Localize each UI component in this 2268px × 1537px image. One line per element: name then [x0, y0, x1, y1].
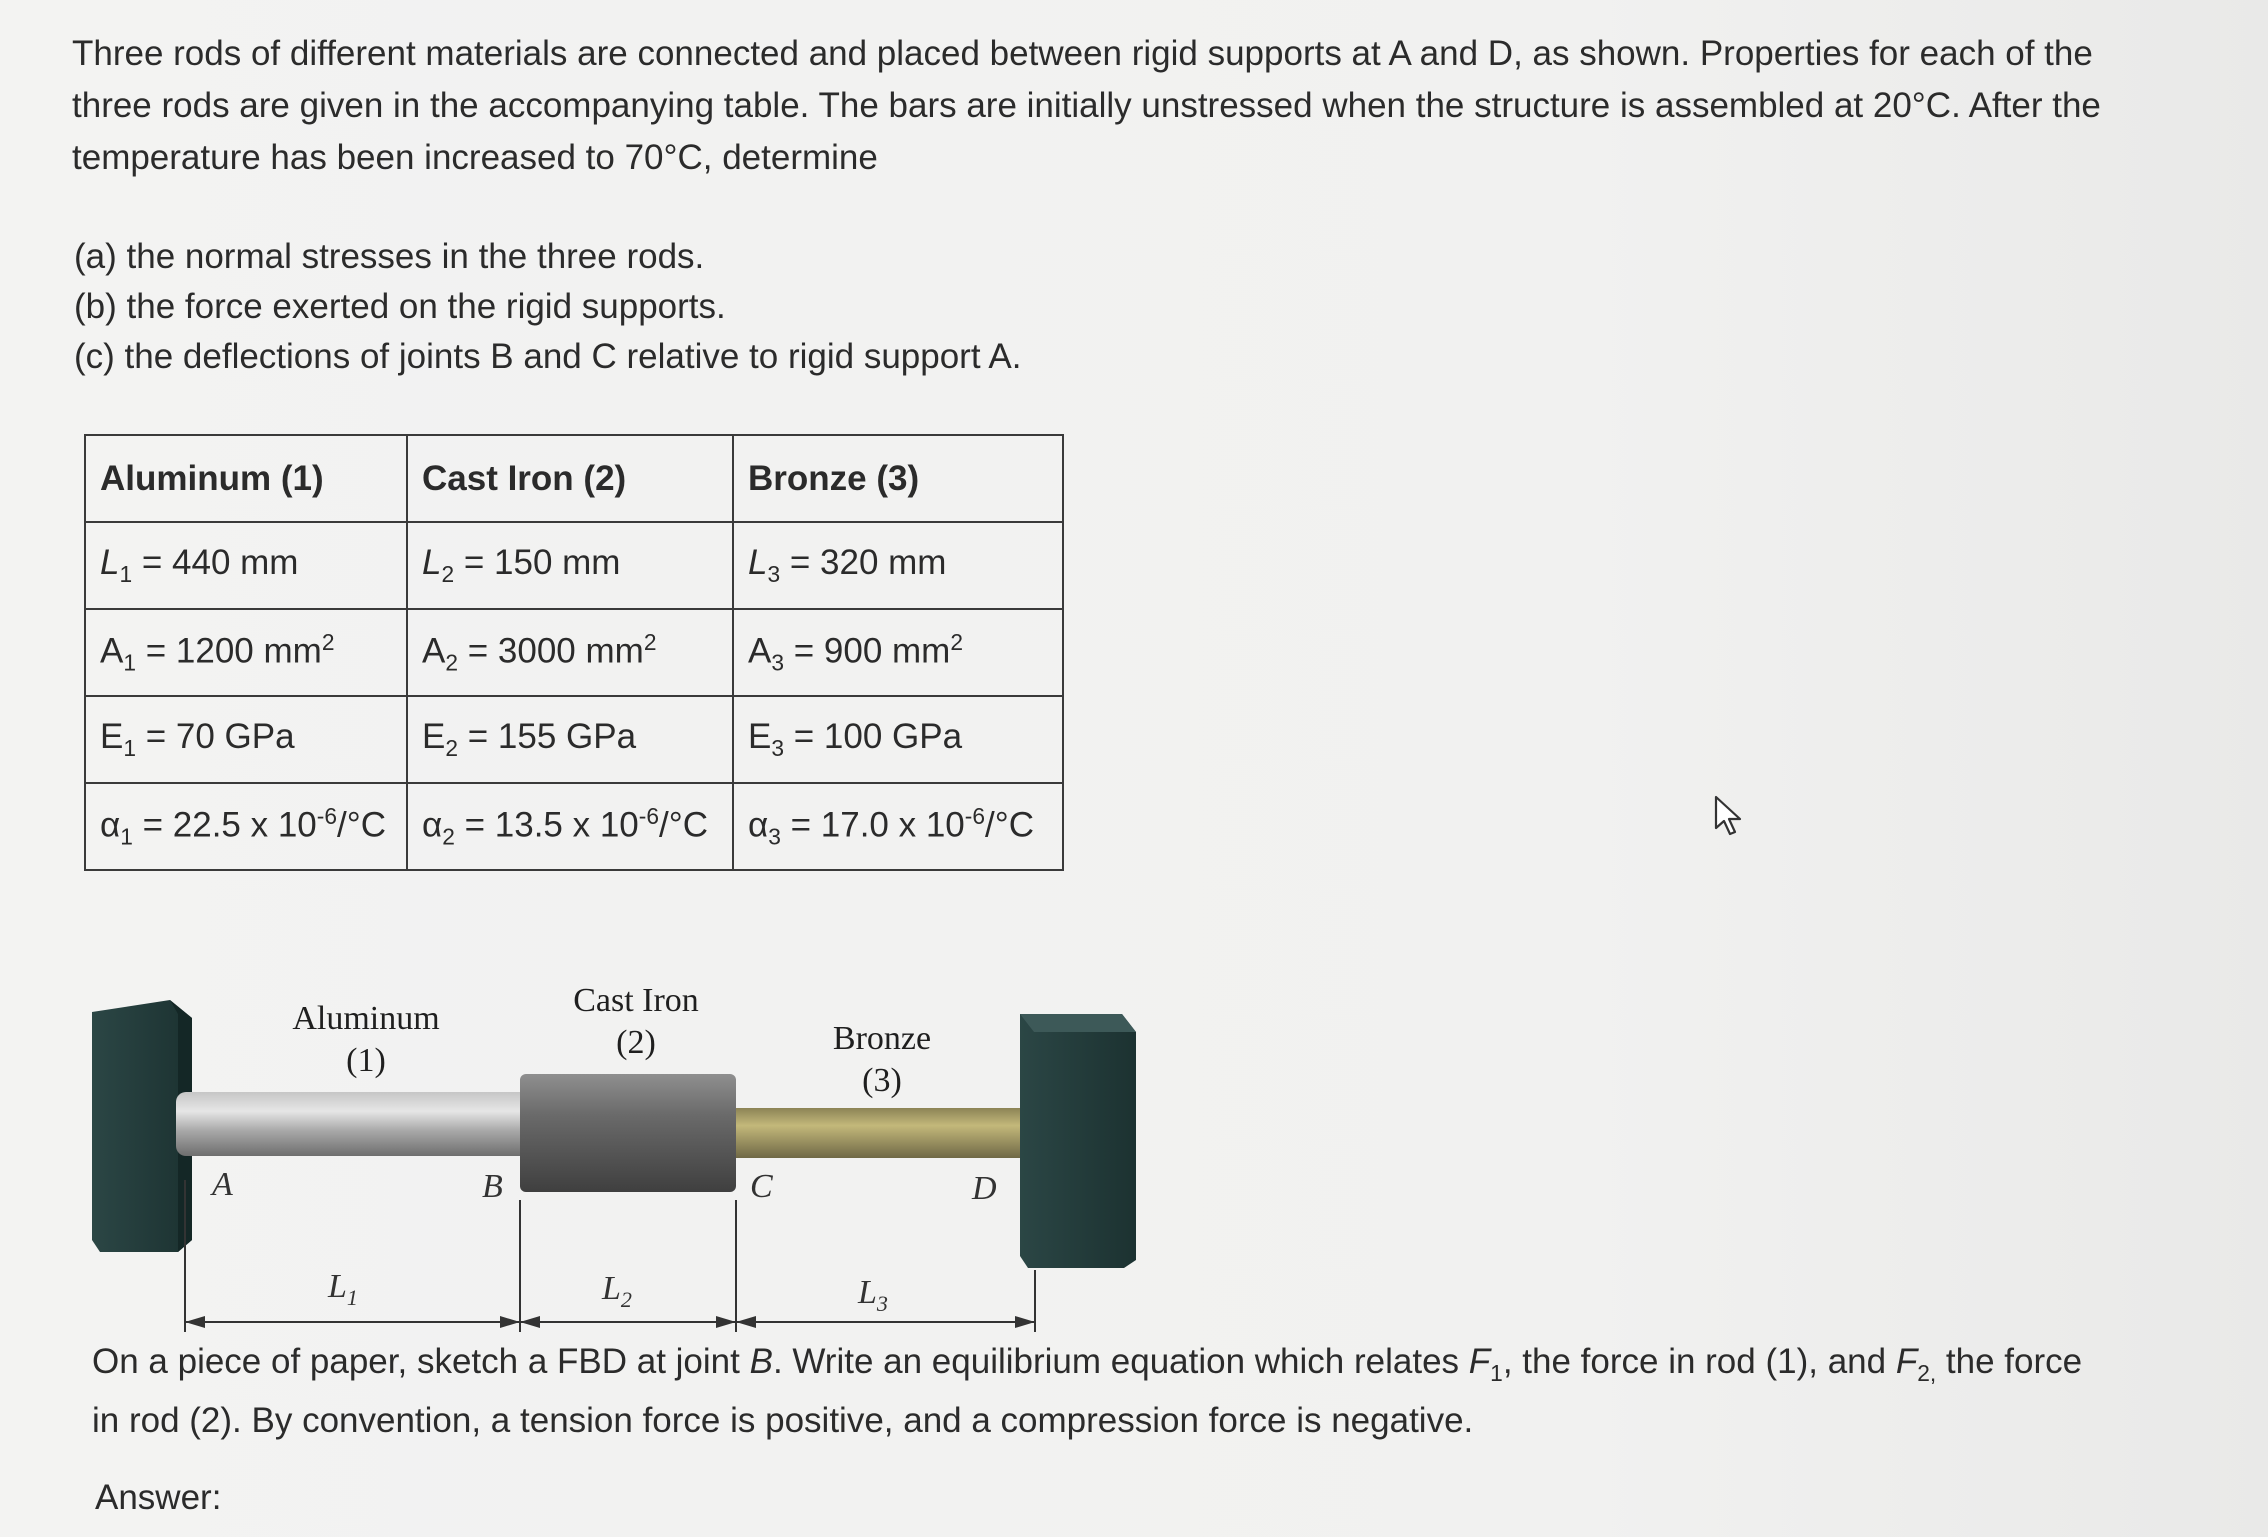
header-cast-iron: Cast Iron (2) — [407, 435, 733, 522]
problem-parts — [74, 232, 1021, 382]
cell-alpha2: $\alpha_2 = 13.5$ x $10^{-6}/^\circ C$ — [407, 783, 733, 870]
header-aluminum: Aluminum (1) — [85, 435, 407, 522]
table-header-row — [85, 435, 1063, 522]
bronze-label: Bronze (3) — [832, 1020, 932, 1099]
cell-e3: $E_3 = 100$ GPa — [733, 696, 1063, 783]
cast-iron-label: Cast Iron (2) — [573, 982, 699, 1061]
point-c-label: C — [750, 1168, 773, 1205]
bronze-rod — [730, 1108, 1040, 1158]
cell-e2: $E_2 = 155$ GPa — [407, 696, 733, 783]
cell-l3: $L_3 = 320$ mm — [733, 522, 1063, 609]
dim-l2-label: $L_2$ — [602, 1270, 632, 1312]
cast-iron-rod — [520, 1074, 736, 1192]
table-row-area — [85, 609, 1063, 696]
cell-alpha1: $\alpha_1 = 22.5$ x $10^{-6}/^\circ C$ — [85, 783, 407, 870]
cell-a1: $A_1 = 1200$ $mm^2$ — [85, 609, 407, 696]
right-rigid-support — [1020, 1014, 1136, 1268]
answer-label: Answer: — [95, 1478, 222, 1517]
point-a-label: A — [212, 1166, 233, 1203]
point-d-label: D — [972, 1170, 997, 1207]
part-b: (b) the force exerted on the rigid supports. — [74, 287, 726, 326]
table-row-modulus — [85, 696, 1063, 783]
fbd-question: On a piece of paper, sketch a FBD at joint B. Write an equilibrium equation which relates $F_1$, the force in rod (1), and $F_{2,}$ the force in rod (2). By convention, a tension force is positive, and a compression force is negative. — [92, 1342, 2083, 1440]
cell-a2: $A_2 = 3000$ $mm^2$ — [407, 609, 733, 696]
cell-l2: $L_2 = 150$ mm — [407, 522, 733, 609]
cell-l1: $L_1 = 440$ mm — [85, 522, 407, 609]
aluminum-label: Aluminum (1) — [292, 1000, 440, 1079]
header-bronze: Bronze (3) — [733, 435, 1063, 522]
dim-l3-label: $L_3$ — [858, 1274, 888, 1316]
part-a: (a) the normal stresses in the three rods. — [74, 237, 705, 276]
mouse-pointer-icon — [1712, 794, 1748, 842]
cell-alpha3: $\alpha_3 = 17.0$ x $10^{-6}/^\circ C$ — [733, 783, 1063, 870]
table-row-length — [85, 522, 1063, 609]
cell-e1: $E_1 = 70$ GPa — [85, 696, 407, 783]
properties-table — [84, 434, 1064, 871]
table-row-alpha — [85, 783, 1063, 870]
part-c: (c) the deflections of joints B and C relative to rigid support A. — [74, 337, 1022, 376]
problem-statement — [72, 28, 2102, 184]
intro-text: Three rods of different materials are connected and placed between rigid supports at A and D, as shown. Properties for each of the three rods are given in the accompanying table. The bars are initially unstressed when the structure is assembled at 20°C. After the temperature has been increased to 70°C, determine — [72, 34, 2101, 177]
point-b-label: B — [482, 1168, 503, 1205]
dim-l1-label: $L_1$ — [328, 1268, 358, 1310]
cell-a3: $A_3 = 900$ $mm^2$ — [733, 609, 1063, 696]
